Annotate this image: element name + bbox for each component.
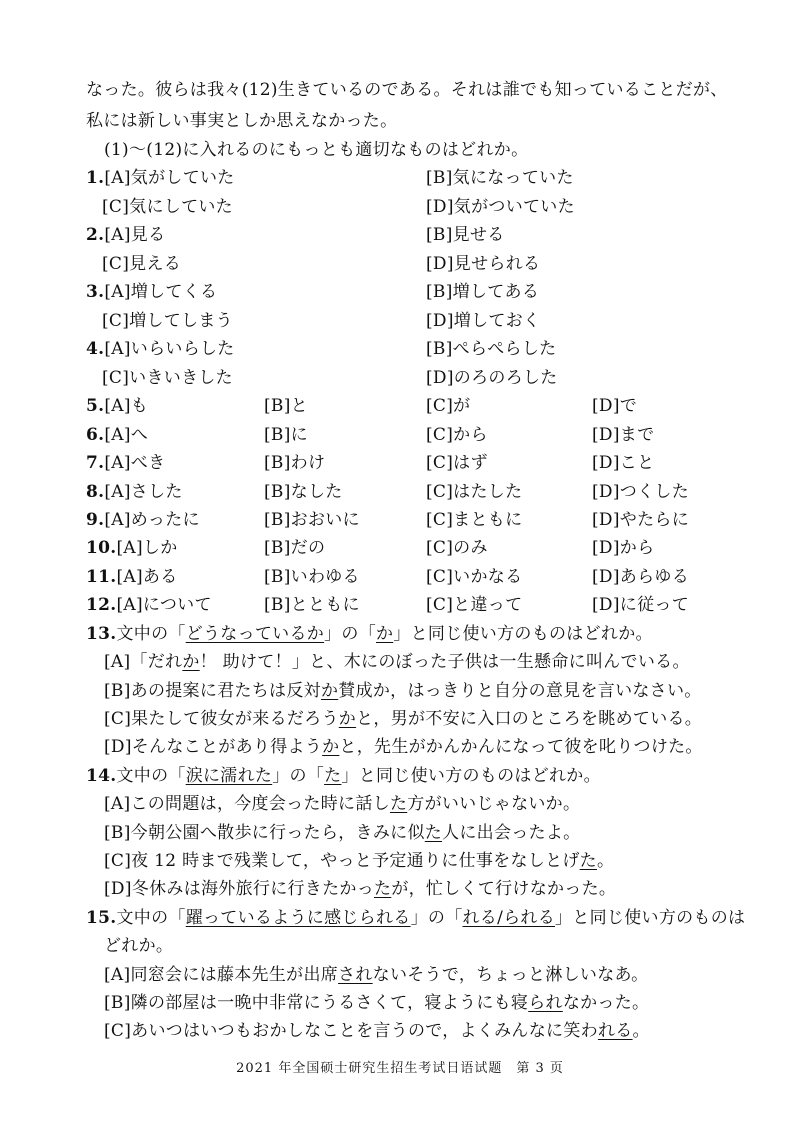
- question-15-option-b: [104, 991, 649, 1015]
- option-text: [C]夜 12 時まで残業して，やっと予定通りに仕事をなしとげ: [104, 851, 580, 871]
- question-13-option-c: [104, 707, 702, 731]
- question-10: [86, 536, 178, 560]
- stem-text: 文中の「: [116, 624, 186, 644]
- underlined-text: され: [338, 965, 373, 985]
- question-5-option-b: [B]と: [264, 396, 308, 416]
- question-1-option-c: [C]気にしていた: [102, 197, 233, 217]
- option-text: 。: [596, 851, 615, 871]
- stem-text: 」と同じ使い方のものはどれか。: [393, 624, 653, 644]
- question-number: 9.: [86, 510, 105, 530]
- option-text: と，先生がかんかんになって彼を叱りつけた。: [339, 737, 703, 757]
- question-number: 14.: [86, 766, 117, 786]
- option-text: [B]今朝公園へ散歩に行ったら，きみに似: [104, 823, 425, 843]
- question-3-option-d: [D]増しておく: [426, 311, 541, 331]
- question-6-option-c: [C]から: [426, 425, 488, 445]
- question-11-option-d: [D]あらゆる: [592, 567, 689, 587]
- underlined-text: 躍っているように感じられる: [185, 908, 411, 928]
- question-10-option-c: [C]のみ: [426, 538, 488, 558]
- option-a: [A]増してくる: [104, 282, 218, 302]
- question-7-option-c: [C]はず: [426, 453, 488, 473]
- stem-text: 」と同じ使い方のものはどれか。: [341, 766, 601, 786]
- option-text: [B]隣の部屋は一晩中非常にうるさくて，寝ようにも寝: [104, 993, 529, 1013]
- option-text: ないそうで，ちょっと淋しいなあ。: [372, 965, 649, 985]
- question-8: [86, 480, 183, 504]
- option-text: [D]そんなことがあり得よう: [104, 737, 323, 757]
- stem-text: 」と同じ使い方のものは: [555, 908, 746, 928]
- question-5: [86, 394, 148, 418]
- stem-text: 」の「: [324, 624, 376, 644]
- underlined-text: か: [338, 709, 357, 729]
- option-a: [A]へ: [104, 425, 149, 445]
- question-6-option-b: [B]に: [264, 425, 308, 445]
- option-text: 人に出会ったよ。: [442, 823, 581, 843]
- underlined-text: れる: [597, 1021, 633, 1041]
- question-number: 11.: [86, 567, 117, 587]
- question-3-option-b: [B]増してある: [426, 282, 540, 302]
- stem-text: 文中の「: [116, 766, 186, 786]
- option-text: ！ 助けて！」と、木にのぼった子供は一生懸命に叫んでいる。: [199, 652, 690, 672]
- question-8-option-d: [D]つくした: [592, 482, 689, 502]
- question-5-option-c: [C]が: [426, 396, 471, 416]
- underlined-text: どうなっているか: [185, 624, 325, 644]
- stem-text: 文中の「: [116, 908, 186, 928]
- question-number: 8.: [86, 482, 105, 502]
- question-9-option-d: [D]やたらに: [592, 510, 689, 530]
- question-15-stem-line-2: どれか。: [104, 936, 174, 956]
- option-text: と，男が不安に入口のところを眺めている。: [356, 709, 703, 729]
- question-13-stem: [86, 622, 653, 646]
- question-11-option-c: [C]いかなる: [426, 567, 523, 587]
- underlined-text: か: [376, 624, 394, 644]
- question-3-row-1: [86, 280, 217, 304]
- question-number: 5.: [86, 396, 105, 416]
- underlined-text: か: [182, 652, 200, 672]
- question-4-option-d: [D]のろのろした: [426, 368, 558, 388]
- option-a: [A]見る: [104, 225, 166, 245]
- question-2-option-c: [C]見える: [102, 254, 182, 274]
- option-a: [A]さした: [104, 482, 183, 502]
- underlined-text: た: [579, 851, 597, 871]
- option-text: [A]この問題は，今度会った時に話し: [104, 794, 390, 814]
- question-number: 6.: [86, 425, 105, 445]
- underlined-text: 涙に濡れた: [185, 766, 273, 786]
- question-6-option-d: [D]まで: [592, 425, 655, 445]
- question-2-option-b: [B]見せる: [426, 225, 505, 245]
- question-10-option-b: [B]だの: [264, 538, 326, 558]
- option-text: [B]あの提案に君たちは反対: [104, 681, 321, 701]
- option-text: [C]果たして彼女が来るだろう: [104, 709, 339, 729]
- underlined-text: た: [324, 766, 342, 786]
- question-15-stem: [86, 906, 745, 930]
- question-14-option-c: [104, 849, 614, 873]
- question-4-option-c: [C]いきいきした: [102, 368, 233, 388]
- question-14-option-d: [104, 877, 616, 901]
- option-a: [A]しか: [116, 538, 178, 558]
- question-11-option-b: [B]いわゆる: [264, 567, 360, 587]
- question-number: 3.: [86, 282, 105, 302]
- question-14-option-b: [104, 821, 580, 845]
- page-footer: 2021 年全国硕士研究生招生考试日语试题 第 3 页: [236, 1061, 564, 1076]
- question-8-option-b: [B]なした: [264, 482, 343, 502]
- underlined-text: か: [322, 737, 340, 757]
- instruction-text: (1)～(12)に入れるのにもっとも適切なものはどれか。: [104, 140, 529, 160]
- question-1-row-1: [86, 166, 235, 190]
- question-4-option-b: [B]ぺらぺらした: [426, 339, 557, 359]
- option-text: [A]「だれ: [104, 652, 183, 672]
- question-13-option-a: [104, 650, 690, 674]
- underlined-text: れる/られる: [462, 908, 556, 928]
- question-13-option-b: [104, 679, 702, 703]
- question-14-stem: [86, 764, 601, 788]
- question-11: [86, 565, 178, 589]
- underlined-text: た: [374, 879, 392, 899]
- question-9-option-c: [C]まともに: [426, 510, 523, 530]
- question-7: [86, 451, 165, 475]
- question-12-option-b: [B]とともに: [264, 595, 360, 615]
- question-14-option-a: [104, 792, 580, 816]
- underlined-text: か: [320, 681, 339, 701]
- question-number: 1.: [86, 168, 105, 188]
- option-text: [D]冬休みは海外旅行に行きたかっ: [104, 879, 374, 899]
- question-number: 15.: [86, 908, 117, 928]
- underlined-text: た: [389, 794, 408, 814]
- option-text: 。: [632, 1021, 650, 1041]
- question-number: 10.: [86, 538, 117, 558]
- option-text: が，忙しくて行けなかった。: [391, 879, 617, 899]
- question-2-option-d: [D]見せられる: [426, 254, 541, 274]
- question-12: [86, 593, 212, 617]
- question-number: 12.: [86, 595, 117, 615]
- question-15-option-c: [104, 1019, 650, 1043]
- question-6: [86, 423, 148, 447]
- question-number: 4.: [86, 339, 105, 359]
- question-4-row-1: [86, 337, 235, 361]
- underlined-text: た: [424, 823, 443, 843]
- question-3-option-c: [C]増してしまう: [102, 311, 233, 331]
- stem-text: 」の「: [272, 766, 325, 786]
- question-1-option-d: [D]気がついていた: [426, 197, 575, 217]
- question-8-option-c: [C]はたした: [426, 482, 523, 502]
- question-1-option-b: [B]気になっていた: [426, 168, 574, 188]
- option-a: [A]いらいらした: [104, 339, 235, 359]
- option-a: [A]も: [104, 396, 149, 416]
- question-10-option-d: [D]から: [592, 538, 655, 558]
- option-a: [A]について: [116, 595, 212, 615]
- question-7-option-b: [B]わけ: [264, 453, 326, 473]
- option-text: なかった。: [562, 993, 650, 1013]
- question-12-option-d: [D]に従って: [592, 595, 689, 615]
- passage-line-1: なった。彼らは我々(12)生きているのである。それは誰でも知っていることだが、: [86, 80, 728, 100]
- option-text: 賛成か，はっきりと自分の意見を言いなさい。: [338, 681, 702, 701]
- question-7-option-d: [D]こと: [592, 453, 655, 473]
- stem-text: 」の「: [410, 908, 463, 928]
- question-number: 2.: [86, 225, 105, 245]
- option-text: 方がいいじゃないか。: [407, 794, 581, 814]
- question-9-option-b: [B]おおいに: [264, 510, 360, 530]
- option-a: [A]ある: [116, 567, 178, 587]
- question-12-option-c: [C]と違って: [426, 595, 523, 615]
- question-9: [86, 508, 200, 532]
- question-5-option-d: [D]で: [592, 396, 638, 416]
- option-a: [A]気がしていた: [104, 168, 235, 188]
- question-15-option-a: [104, 963, 648, 987]
- underlined-text: られ: [528, 993, 563, 1013]
- passage-line-2: 私には新しい事実としか思えなかった。: [86, 111, 398, 131]
- option-text: [C]あいつはいつもおかしなことを言うので，よくみんなに笑わ: [104, 1021, 598, 1041]
- option-a: [A]べき: [104, 453, 166, 473]
- question-number: 13.: [86, 624, 117, 644]
- question-2-row-1: [86, 223, 165, 247]
- option-text: [A]同窓会には藤本先生が出席: [104, 965, 339, 985]
- option-a: [A]めったに: [104, 510, 200, 530]
- question-number: 7.: [86, 453, 105, 473]
- question-13-option-d: [104, 735, 703, 759]
